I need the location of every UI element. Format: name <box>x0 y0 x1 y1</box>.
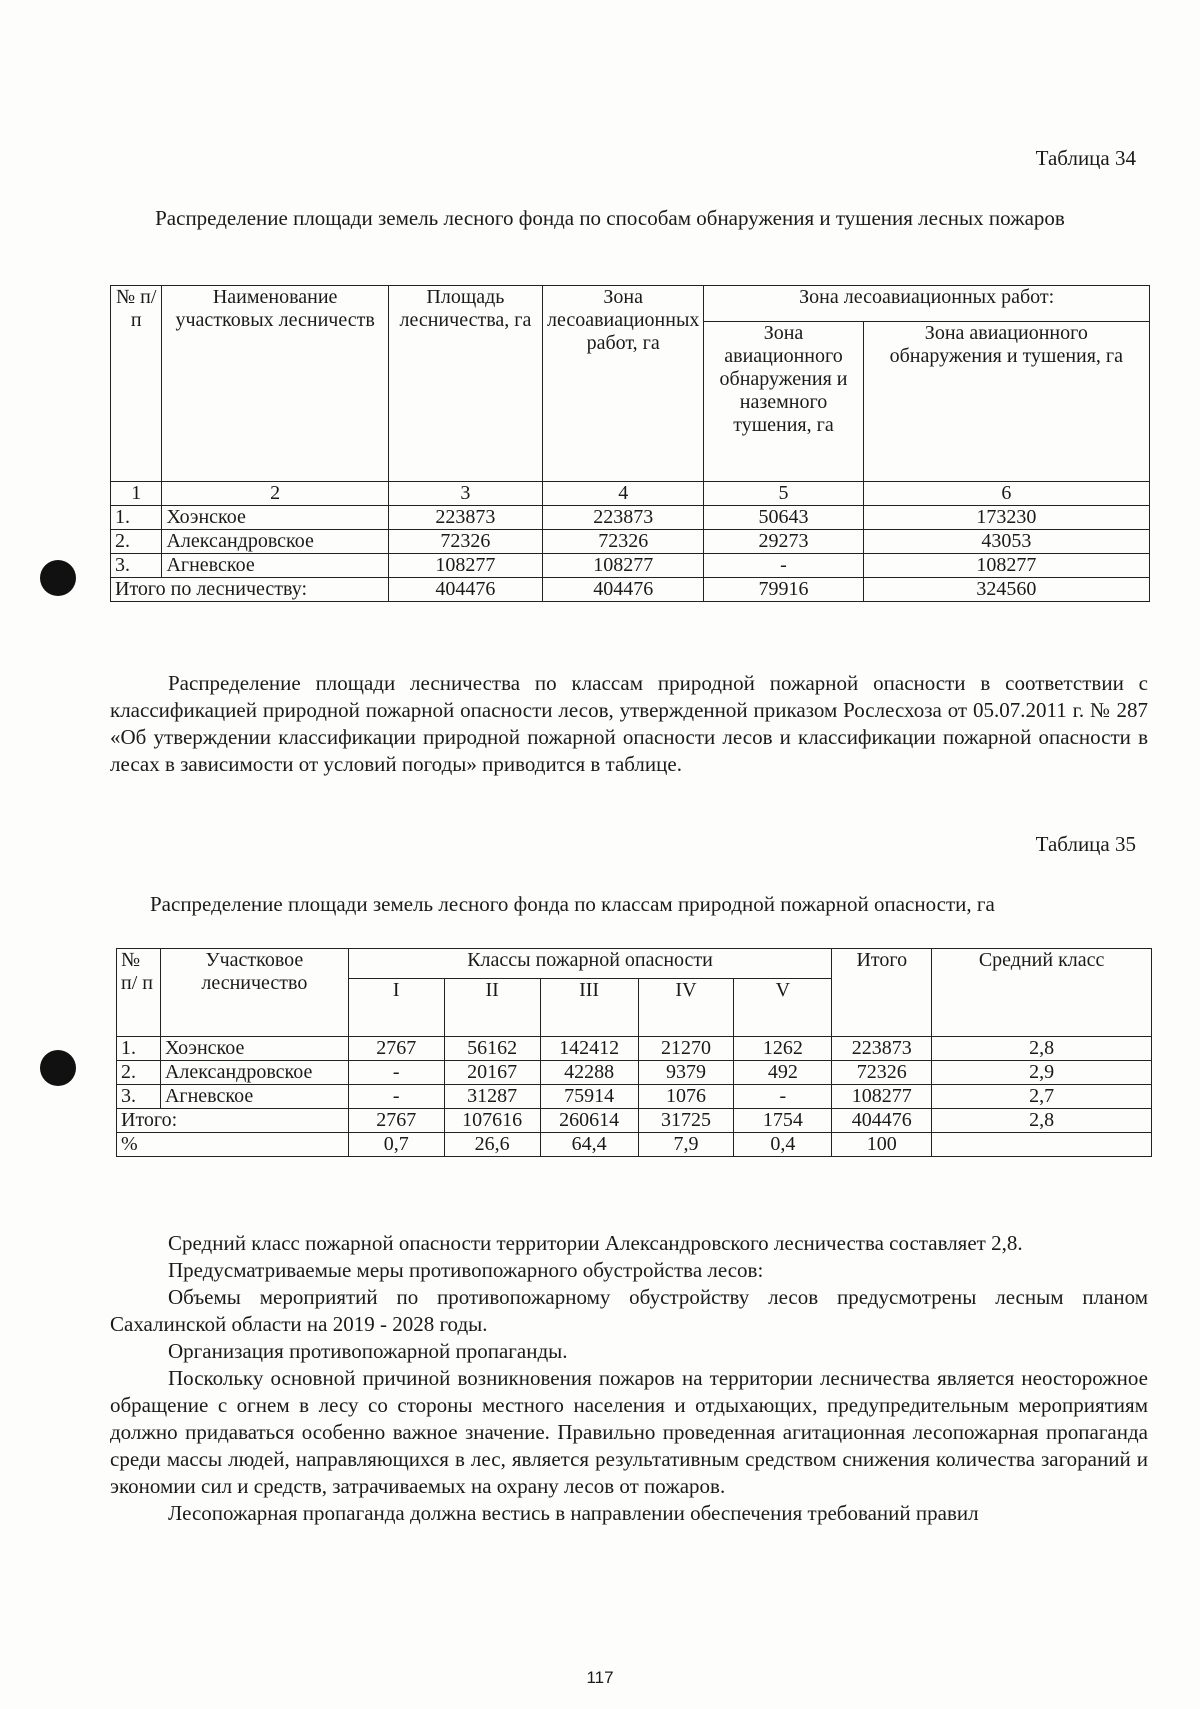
t34-colnum: 1 <box>111 482 162 506</box>
t35-row-avg: 2,7 <box>932 1085 1152 1109</box>
t34-total-c6: 324560 <box>863 578 1149 602</box>
t34-header-sub2: Зона авиационного обнаружения и тушения, га <box>863 322 1149 482</box>
t35-header-total: Итого <box>832 949 932 1037</box>
t35-class-label: III <box>540 979 638 1037</box>
t34-row-name: Александровское <box>162 530 388 554</box>
t34-row-c5: 50643 <box>704 506 863 530</box>
t34-row-area: 108277 <box>388 554 542 578</box>
t35-percent-total: 100 <box>832 1133 932 1157</box>
t35-total-label: Итого: <box>117 1109 349 1133</box>
t34-row-c5: - <box>704 554 863 578</box>
t35-header-classes: Классы пожарной опасности <box>348 949 832 979</box>
table-row <box>111 506 1150 530</box>
t35-header-name: Участковое лесничество <box>160 949 348 1037</box>
t34-row-zone: 72326 <box>543 530 704 554</box>
t35-percent-row <box>117 1133 1152 1157</box>
t35-total-total: 404476 <box>832 1109 932 1133</box>
t35-total-avg: 2,8 <box>932 1109 1152 1133</box>
table-row <box>117 1061 1152 1085</box>
t34-row-name: Хоэнское <box>162 506 388 530</box>
t34-row-c6: 43053 <box>863 530 1149 554</box>
t34-total-area: 404476 <box>388 578 542 602</box>
t34-total-row <box>111 578 1150 602</box>
t35-cell: 107616 <box>444 1109 540 1133</box>
body-paragraph: Предусматриваемые меры противопожарного обустройства лесов: <box>168 1258 764 1282</box>
t34-row-num: 1. <box>111 506 162 530</box>
t35-cell: 21270 <box>638 1037 734 1061</box>
table34 <box>110 285 1150 602</box>
t35-cell: 9379 <box>638 1061 734 1085</box>
t35-row-avg: 2,9 <box>932 1061 1152 1085</box>
t34-total-c5: 79916 <box>704 578 863 602</box>
body-paragraph: Поскольку основной причиной возникновения пожаров на территории лесничества является неосторожное обращение с огнем в лесу со стороны местного населения и отдыхающих, предупредительным мероприятиям должно придаваться особенно важное значение. Правильно проведенная агитационная лесопожарная пропаганда среди массы людей, направляющихся в лес, является результативным средством снижения количества загораний и экономии сил и средств, затрачиваемых на охрану лесов от пожаров. <box>110 1366 1148 1498</box>
t35-cell: 1076 <box>638 1085 734 1109</box>
t35-cell: 0,7 <box>348 1133 444 1157</box>
t34-row-name: Агневское <box>162 554 388 578</box>
t35-header-avg: Средний класс <box>932 949 1152 1037</box>
t34-row-num: 2. <box>111 530 162 554</box>
t34-header-num: № п/ п <box>111 286 162 482</box>
t35-cell: 0,4 <box>734 1133 832 1157</box>
body-text <box>110 1230 1148 1527</box>
t35-row-avg: 2,8 <box>932 1037 1152 1061</box>
t35-cell: 56162 <box>444 1037 540 1061</box>
t35-class-label: I <box>348 979 444 1037</box>
t35-cell: 7,9 <box>638 1133 734 1157</box>
t35-row-name: Хоэнское <box>160 1037 348 1061</box>
t35-cell: - <box>348 1085 444 1109</box>
table-row <box>117 1037 1152 1061</box>
table-row <box>111 530 1150 554</box>
t35-cell: 75914 <box>540 1085 638 1109</box>
body-paragraph: Организация противопожарной пропаганды. <box>168 1339 568 1363</box>
t35-percent-avg <box>932 1133 1152 1157</box>
t34-colnum: 3 <box>388 482 542 506</box>
table34-caption: Распределение площади земель лесного фонда по способам обнаружения и тушения лесных пожаров <box>155 206 1065 230</box>
t35-cell: 20167 <box>444 1061 540 1085</box>
t34-row-c6: 173230 <box>863 506 1149 530</box>
t35-row-num: 1. <box>117 1037 161 1061</box>
t34-total-label: Итого по лесничеству: <box>111 578 389 602</box>
t34-colnum: 2 <box>162 482 388 506</box>
intro-paragraph: Распределение площади лесничества по классам природной пожарной опасности в соответствии с классификацией природной пожарной опасности лесов, утвержденной приказом Рослесхоза от 05.07.2011 г. № 287 «Об утверждении классификации природной пожарной опасности лесов и классификации пожарной опасности в лесах в зависимости от условий погоды» приводится в таблице. <box>110 671 1148 776</box>
t35-cell: 260614 <box>540 1109 638 1133</box>
table34-label: Таблица 34 <box>1035 146 1136 170</box>
t35-row-num: 3. <box>117 1085 161 1109</box>
t34-row-num: 3. <box>111 554 162 578</box>
t35-row-name: Агневское <box>160 1085 348 1109</box>
t34-total-zone: 404476 <box>543 578 704 602</box>
t35-cell: 31725 <box>638 1109 734 1133</box>
table-row <box>117 1085 1152 1109</box>
t34-header-area: Площадь лесничества, га <box>388 286 542 482</box>
t35-row-total: 72326 <box>832 1061 932 1085</box>
table35-caption: Распределение площади земель лесного фонда по классам природной пожарной опасности, га <box>150 892 995 916</box>
punch-hole <box>40 1050 76 1086</box>
t34-colnum: 5 <box>704 482 863 506</box>
t35-total-row <box>117 1109 1152 1133</box>
t34-row-zone: 108277 <box>543 554 704 578</box>
t35-cell: 64,4 <box>540 1133 638 1157</box>
t34-colnum: 6 <box>863 482 1149 506</box>
t34-row-area: 72326 <box>388 530 542 554</box>
t35-header-num: № п/ п <box>117 949 161 1037</box>
table-row <box>111 554 1150 578</box>
t34-header-sub1: Зона авиационного обнаружения и наземного тушения, га <box>704 322 863 482</box>
t35-class-label: V <box>734 979 832 1037</box>
t35-row-name: Александровское <box>160 1061 348 1085</box>
t35-cell: 142412 <box>540 1037 638 1061</box>
body-paragraph: Лесопожарная пропаганда должна вестись в направлении обеспечения требований правил <box>168 1501 979 1525</box>
table35 <box>116 948 1152 1157</box>
t35-row-num: 2. <box>117 1061 161 1085</box>
punch-hole <box>40 560 76 596</box>
t35-row-total: 108277 <box>832 1085 932 1109</box>
t35-cell: 2767 <box>348 1037 444 1061</box>
page-number: 117 <box>586 1668 614 1687</box>
t35-cell: 1754 <box>734 1109 832 1133</box>
t34-colnum: 4 <box>543 482 704 506</box>
t35-cell: 492 <box>734 1061 832 1085</box>
t35-percent-label: % <box>117 1133 349 1157</box>
body-paragraph: Объемы мероприятий по противопожарному обустройству лесов предусмотрены лесным планом Сахалинской области на 2019 - 2028 годы. <box>110 1285 1148 1336</box>
t35-cell: - <box>348 1061 444 1085</box>
t35-cell: 1262 <box>734 1037 832 1061</box>
t34-row-c6: 108277 <box>863 554 1149 578</box>
t35-class-label: IV <box>638 979 734 1037</box>
t35-cell: 26,6 <box>444 1133 540 1157</box>
t35-cell: - <box>734 1085 832 1109</box>
t35-cell: 42288 <box>540 1061 638 1085</box>
t35-row-total: 223873 <box>832 1037 932 1061</box>
table35-label: Таблица 35 <box>1035 832 1136 856</box>
t34-row-area: 223873 <box>388 506 542 530</box>
t34-header-group: Зона лесоавиационных работ: <box>704 286 1150 322</box>
t34-colnum-row <box>111 482 1150 506</box>
t34-row-c5: 29273 <box>704 530 863 554</box>
body-paragraph: Средний класс пожарной опасности территории Александровского лесничества составляет 2,8. <box>168 1231 1023 1255</box>
t34-header-zone: Зона лесоавиационных работ, га <box>543 286 704 482</box>
t34-row-zone: 223873 <box>543 506 704 530</box>
t35-class-label: II <box>444 979 540 1037</box>
t35-cell: 2767 <box>348 1109 444 1133</box>
t34-header-name: Наименование участковых лесничеств <box>162 286 388 482</box>
t35-cell: 31287 <box>444 1085 540 1109</box>
